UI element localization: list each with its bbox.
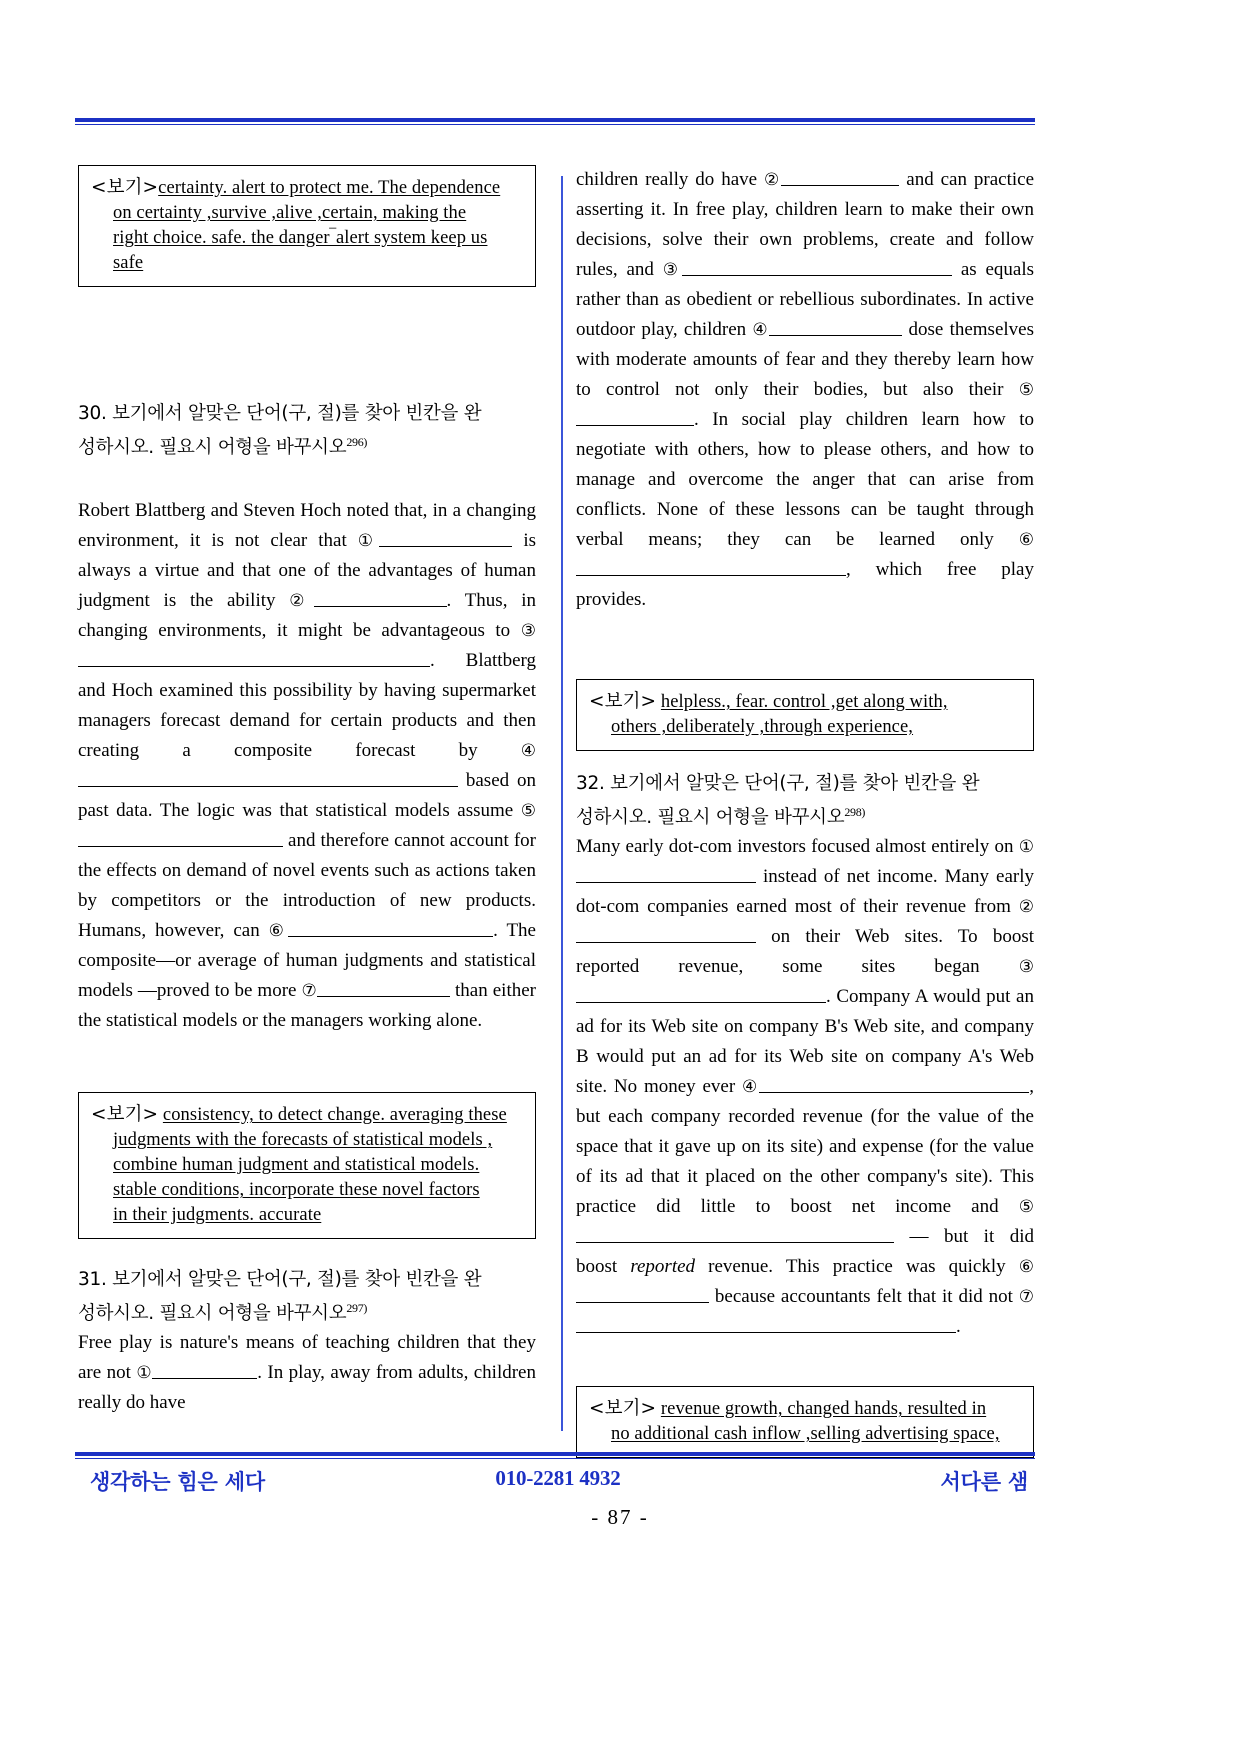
answer-blank-31-6[interactable]: [576, 559, 846, 576]
answer-blank-32-3[interactable]: [576, 986, 826, 1003]
question-31-ref: 297): [346, 1301, 368, 1316]
question-32-ref: 298): [844, 805, 866, 819]
question-30-heading: [78, 399, 536, 462]
left-column: [78, 165, 536, 1418]
choice-box-33-line-2: no additional cash inflow ,selling advertising space,: [611, 1424, 1000, 1445]
answer-blank-30-7[interactable]: [317, 980, 450, 997]
column-divider: [561, 176, 563, 1431]
question-30-heading-line-2: 성하시오. 필요시 어형을 바꾸시오$^{296)}$: [78, 435, 368, 459]
choice-box-30-text-1: certainty. alert to protect me. The dependence: [158, 178, 501, 198]
answer-blank-30-4[interactable]: [78, 770, 458, 787]
answer-blank-30-3[interactable]: [78, 650, 430, 667]
answer-blank-31-3[interactable]: [682, 259, 952, 276]
choice-box-33: [576, 1386, 1034, 1458]
answer-blank-30-5[interactable]: [78, 830, 283, 847]
choice-box-30-line-4: safe: [113, 253, 144, 273]
answer-blank-32-2[interactable]: [576, 926, 756, 943]
footer-brand: 서다른 샘: [940, 1470, 1028, 1494]
answer-blank-30-2[interactable]: [314, 590, 447, 607]
answer-blank-32-4[interactable]: [759, 1076, 1029, 1093]
question-30-passage: Robert Blattberg and Steven Hoch noted that, in a changing environment, it is not clear that ① is always a virtue and that one of the advantages of human judgment is the ability ② . Thus, in changing environments, it might be advantageous to ③. Blattberg and Hoch examined this possibility by having supermarket managers forecast demand for certain products and then creating a composite forecast by ④ based on past data. The logic was that statistical models assume ⑤ and therefore cannot account for the effects on demand of novel events such as actions taken by competitors or the introduction of new products. Humans, however, can ⑥ . The composite—or average of human judgments and statistical models —proved to be more ⑦ than either the statistical models or the managers working alone.: [78, 500, 537, 1032]
header-rule: [75, 118, 1035, 125]
choice-box-32: [576, 679, 1034, 751]
question-31-passage-continued: children really do have ② and can practice asserting it. In free play, children learn to make their own decisions, solve their own problems, create and follow rules, and ③ as equals rather than as obedient or rebellious subordinates. In active outdoor play, children ④ dose themselves with moderate amounts of fear and they thereby learn how to control not only their bodies, but also their ⑤. In social play children learn how to negotiate with others, how to please others, and how to manage and overcome the anger that can arise from conflicts. None of these lessons can be taught through verbal means; they can be learned only ⑥, which free play provides.: [576, 169, 1035, 610]
answer-blank-31-5[interactable]: [576, 409, 694, 426]
choice-box-31-line-2: judgments with the forecasts of statistical models ,: [113, 1130, 493, 1151]
question-32-heading-line-2: 성하시오. 필요시 어형을 바꾸시오$^{298)}$: [576, 805, 866, 829]
choice-box-32-line-2: others ,deliberately ,through experience,: [611, 717, 914, 737]
choice-box-31-line-4: stable conditions, incorporate these novel factors: [113, 1180, 480, 1201]
choice-box-30-line-2: on certainty ,survive ,alive ,certain, making the: [113, 203, 467, 223]
question-30-heading-line-1: 30. 보기에서 알맞은 단어(구, 절)를 찾아 빈칸을 완: [78, 403, 482, 424]
answer-blank-30-1[interactable]: [379, 530, 512, 547]
footer-rule: [75, 1452, 1035, 1459]
choice-box-31-line-1: <보기> consistency, to detect change. averaging these: [91, 1104, 507, 1126]
answer-blank-31-4[interactable]: [769, 319, 902, 336]
answer-blank-32-5[interactable]: [576, 1226, 894, 1243]
choice-box-30-line-1: <보기>certainty. alert to protect me. The dependence: [91, 177, 501, 198]
answer-blank-31-1[interactable]: [152, 1362, 257, 1379]
page-number: - 87 -: [591, 1505, 649, 1529]
choice-box-32-line-1: <보기> helpless., fear. control ,get along with,: [589, 691, 948, 712]
footer-phone: 010-2281 4932: [495, 1466, 621, 1490]
answer-blank-32-1[interactable]: [576, 866, 756, 883]
footer-slogan: 생각하는 힘은 세다: [90, 1470, 265, 1494]
question-31-heading-line-1: 31. 보기에서 알맞은 단어(구, 절)를 찾아 빈칸을 완: [78, 1269, 482, 1291]
question-32-heading: [576, 769, 1034, 832]
question-31-heading-line-2: 성하시오. 필요시 어형을 바꾸시오$^{297)}$: [78, 1301, 368, 1325]
answer-blank-32-6[interactable]: [576, 1286, 709, 1303]
question-31-passage-start: Free play is nature's means of teaching children that they are not ① . In play, away from adults, children really do have: [78, 1332, 536, 1414]
question-31-heading: [78, 1265, 536, 1328]
choice-box-33-line-1: <보기> revenue growth, changed hands, resulted in: [589, 1398, 987, 1420]
answer-blank-32-7[interactable]: [576, 1316, 956, 1333]
choice-box-30: [78, 165, 536, 287]
choice-box-30-line-3: right choice. safe. the danger‾alert system keep us: [113, 228, 488, 248]
choice-box-31-line-3: combine human judgment and statistical models.: [113, 1155, 480, 1176]
choice-box-31: [78, 1092, 536, 1239]
right-column: [576, 165, 1034, 1458]
question-32-passage: Many early dot-com investors focused almost entirely on ① instead of net income. Many early dot-com companies earned most of their revenue from ② on their Web sites. To boost reported revenue, some sites began ③. Company A would put an ad for its Web site on company B's Web site, and company B would put an ad for its Web site on company A's Web site. No money ever ④ , but each company recorded revenue (for the value of the space that it gave up on its site) and expense (for the value of its ad that it placed on the other company's site). This practice did little to boost net income and ⑤ — but it did boost reported revenue. This practice was quickly ⑥ because accountants felt that it did not ⑦.: [576, 836, 1035, 1338]
question-32-heading-line-1: 32. 보기에서 알맞은 단어(구, 절)를 찾아 빈칸을 완: [576, 773, 980, 794]
answer-blank-31-2[interactable]: [781, 169, 899, 186]
question-30-ref: 296): [346, 435, 368, 449]
answer-blank-30-6[interactable]: [288, 920, 493, 937]
choice-box-31-line-5: in their judgments. accurate: [113, 1205, 322, 1226]
page-footer: [78, 1466, 1038, 1500]
